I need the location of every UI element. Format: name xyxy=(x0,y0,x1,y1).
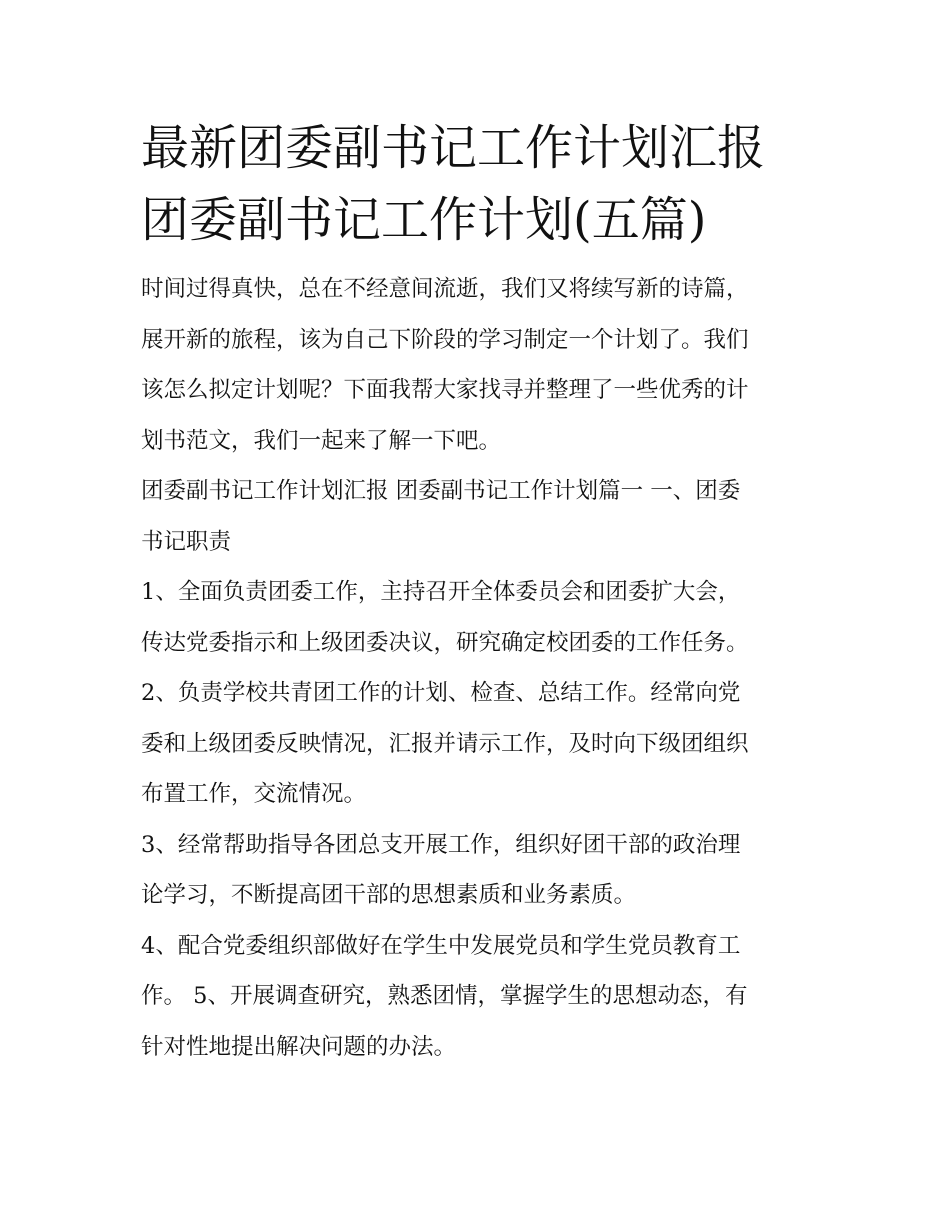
text-line: 4、配合党委组织部做好在学生中发展党员和学生党员教育工 xyxy=(141,932,741,959)
text-line: 书记职责 xyxy=(141,528,232,555)
document-title xyxy=(141,112,813,256)
intro-paragraph xyxy=(141,264,813,466)
section-heading-paragraph xyxy=(141,466,813,567)
duty-item-1 xyxy=(141,567,813,668)
text-line: 作。 5、开展调查研究，熟悉团情，掌握学生的思想动态，有 xyxy=(141,983,748,1009)
text-line: 划书范文，我们一起来了解一下吧。 xyxy=(141,427,502,454)
text-line: 针对性地提出解决问题的办法。 xyxy=(141,1033,457,1060)
text-line: 2、负责学校共青团工作的计划、检查、总结工作。经常向党 xyxy=(141,680,741,706)
text-line: 布置工作，交流情况。 xyxy=(141,781,367,807)
text-line: 时间过得真快，总在不经意间流逝，我们又将续写新的诗篇， xyxy=(141,276,749,302)
text-line: 1、全面负责团委工作，主持召开全体委员会和团委扩大会， xyxy=(141,579,741,605)
text-line: 该怎么拟定计划呢？下面我帮大家找寻并整理了一些优秀的计 xyxy=(141,377,749,403)
title-line: 团委副书记工作计划(五篇) xyxy=(141,192,707,248)
duty-item-4-5 xyxy=(141,921,813,1073)
document-page xyxy=(141,112,813,1072)
text-line: 委和上级团委反映情况，汇报并请示工作，及时向下级团组织 xyxy=(141,730,749,757)
text-line: 团委副书记工作计划汇报 团委副书记工作计划篇一 一、团委 xyxy=(141,478,741,504)
text-line: 传达党委指示和上级团委决议，研究确定校团委的工作任务。 xyxy=(141,629,749,656)
title-line: 最新团委副书记工作计划汇报 xyxy=(141,120,766,176)
duty-item-3 xyxy=(141,820,813,921)
text-line: 论学习，不断提高团干部的思想素质和业务素质。 xyxy=(141,882,637,908)
text-line: 展开新的旅程，该为自己下阶段的学习制定一个计划了。我们 xyxy=(141,326,749,353)
duty-item-2 xyxy=(141,668,813,820)
text-line: 3、经常帮助指导各团总支开展工作，组织好团干部的政治理 xyxy=(141,831,741,858)
document-body xyxy=(141,264,813,1072)
